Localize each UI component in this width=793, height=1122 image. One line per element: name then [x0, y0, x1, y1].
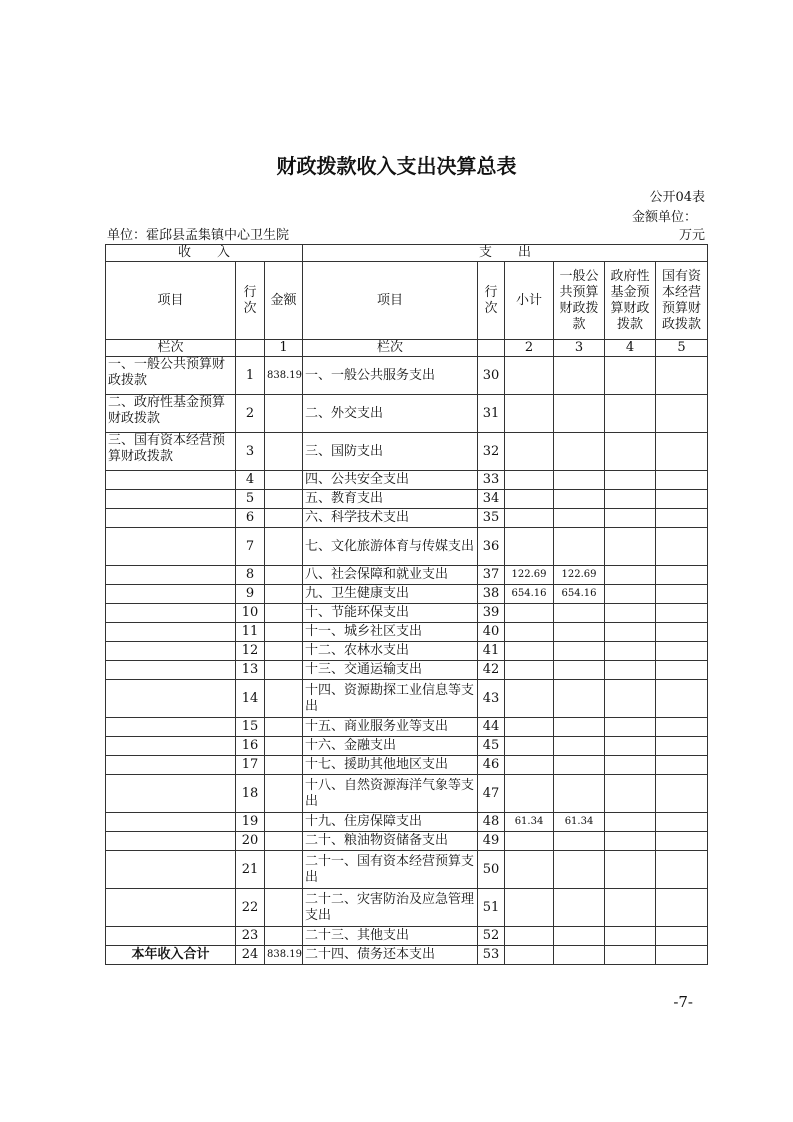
expense-item: 十六、金融支出 — [303, 737, 478, 756]
fund-budget-value — [605, 490, 656, 509]
state-capital-value — [656, 737, 708, 756]
budget-table — [105, 244, 708, 965]
general-budget-value: 61.34 — [554, 813, 605, 832]
expense-item: 二、外交支出 — [303, 395, 478, 433]
expense-row-no: 40 — [478, 623, 505, 642]
general-budget-value — [554, 661, 605, 680]
state-capital-value — [656, 357, 708, 395]
subtotal-value — [505, 737, 554, 756]
form-code: 公开04表 — [649, 190, 705, 205]
income-row-no: 21 — [236, 851, 265, 889]
col-number: 3 — [554, 340, 605, 357]
subtotal-value — [505, 623, 554, 642]
income-row-no: 10 — [236, 604, 265, 623]
general-budget-value — [554, 357, 605, 395]
state-capital-value — [656, 623, 708, 642]
state-capital-value — [656, 756, 708, 775]
expense-row-no-header: 行次 — [478, 262, 505, 340]
income-item — [106, 851, 236, 889]
table-row — [106, 851, 708, 889]
income-item — [106, 813, 236, 832]
subtotal-value: 122.69 — [505, 566, 554, 585]
income-amount — [265, 832, 303, 851]
fund-budget-value — [605, 832, 656, 851]
income-amount — [265, 585, 303, 604]
income-item — [106, 737, 236, 756]
subtotal-value — [505, 509, 554, 528]
subtotal-value — [505, 471, 554, 490]
expense-item: 十、节能环保支出 — [303, 604, 478, 623]
subtotal-value — [505, 718, 554, 737]
table-row — [106, 832, 708, 851]
income-item — [106, 756, 236, 775]
state-capital-value — [656, 433, 708, 471]
fund-budget-value — [605, 357, 656, 395]
subtotal-value — [505, 832, 554, 851]
fund-budget-value — [605, 851, 656, 889]
income-amount — [265, 604, 303, 623]
income-amount: 838.19 — [265, 946, 303, 965]
fund-budget-value — [605, 756, 656, 775]
fund-budget-value — [605, 889, 656, 927]
fund-budget-value — [605, 642, 656, 661]
expense-row-no: 39 — [478, 604, 505, 623]
subtotal-value — [505, 357, 554, 395]
income-item — [106, 680, 236, 718]
table-row — [106, 737, 708, 756]
expense-row-no: 44 — [478, 718, 505, 737]
state-capital-value — [656, 471, 708, 490]
state-capital-header: 国有资本经营预算财政拨款 — [656, 262, 708, 340]
col-number: 4 — [605, 340, 656, 357]
col-label: 栏次 — [303, 340, 478, 357]
income-item — [106, 566, 236, 585]
income-row-no-header: 行次 — [236, 262, 265, 340]
income-row-no: 13 — [236, 661, 265, 680]
expense-item: 十七、援助其他地区支出 — [303, 756, 478, 775]
fund-budget-value — [605, 661, 656, 680]
income-amount — [265, 509, 303, 528]
income-item — [106, 623, 236, 642]
expense-item: 二十二、灾害防治及应急管理支出 — [303, 889, 478, 927]
income-amount-header: 金额 — [265, 262, 303, 340]
income-row-no: 23 — [236, 927, 265, 946]
general-budget-value — [554, 851, 605, 889]
state-capital-value — [656, 832, 708, 851]
income-amount — [265, 927, 303, 946]
general-budget-value: 654.16 — [554, 585, 605, 604]
subtotal-value — [505, 433, 554, 471]
page-title: 财政拨款收入支出决算总表 — [276, 154, 517, 178]
general-budget-value — [554, 737, 605, 756]
col-number: 1 — [265, 340, 303, 357]
fund-budget-value — [605, 395, 656, 433]
income-row-no: 7 — [236, 528, 265, 566]
table-row — [106, 927, 708, 946]
expense-item: 九、卫生健康支出 — [303, 585, 478, 604]
state-capital-value — [656, 528, 708, 566]
income-row-no: 8 — [236, 566, 265, 585]
income-row-no: 2 — [236, 395, 265, 433]
income-amount — [265, 889, 303, 927]
fund-budget-value — [605, 623, 656, 642]
expense-item: 二十三、其他支出 — [303, 927, 478, 946]
income-amount — [265, 566, 303, 585]
table-row — [106, 490, 708, 509]
table-row — [106, 395, 708, 433]
expense-row-no: 51 — [478, 889, 505, 927]
income-item — [106, 927, 236, 946]
table-row — [106, 661, 708, 680]
expense-item: 五、教育支出 — [303, 490, 478, 509]
subtotal-header: 小计 — [505, 262, 554, 340]
table-row — [106, 433, 708, 471]
general-budget-value — [554, 832, 605, 851]
income-row-no: 4 — [236, 471, 265, 490]
income-item: 二、政府性基金预算财政拨款 — [106, 395, 236, 433]
general-budget-value — [554, 623, 605, 642]
state-capital-value — [656, 642, 708, 661]
income-amount — [265, 471, 303, 490]
table-row — [106, 946, 708, 965]
expense-item: 八、社会保障和就业支出 — [303, 566, 478, 585]
expense-row-no: 32 — [478, 433, 505, 471]
empty-cell — [236, 340, 265, 357]
state-capital-value — [656, 566, 708, 585]
state-capital-value — [656, 946, 708, 965]
subtotal-value — [505, 680, 554, 718]
income-item — [106, 604, 236, 623]
income-amount — [265, 642, 303, 661]
expense-row-no: 52 — [478, 927, 505, 946]
income-item — [106, 832, 236, 851]
income-item: 一、一般公共预算财政拨款 — [106, 357, 236, 395]
expense-row-no: 41 — [478, 642, 505, 661]
income-item — [106, 490, 236, 509]
expense-item: 二十一、国有资本经营预算支出 — [303, 851, 478, 889]
income-row-no: 24 — [236, 946, 265, 965]
income-item: 本年收入合计 — [106, 946, 236, 965]
income-item — [106, 509, 236, 528]
general-budget-value — [554, 471, 605, 490]
fund-budget-value — [605, 604, 656, 623]
subtotal-value — [505, 604, 554, 623]
table-row — [106, 509, 708, 528]
income-amount — [265, 756, 303, 775]
expense-item-header: 项目 — [303, 262, 478, 340]
expense-row-no: 31 — [478, 395, 505, 433]
state-capital-value — [656, 585, 708, 604]
subtotal-value — [505, 889, 554, 927]
income-row-no: 3 — [236, 433, 265, 471]
income-row-no: 6 — [236, 509, 265, 528]
expense-row-no: 34 — [478, 490, 505, 509]
income-row-no: 1 — [236, 357, 265, 395]
expense-item: 十三、交通运输支出 — [303, 661, 478, 680]
table-row — [106, 566, 708, 585]
expense-row-no: 43 — [478, 680, 505, 718]
table-row — [106, 813, 708, 832]
income-amount — [265, 490, 303, 509]
table-row — [106, 471, 708, 490]
fund-budget-value — [605, 946, 656, 965]
general-budget-header: 一般公共预算财政拨款 — [554, 262, 605, 340]
table-row — [106, 889, 708, 927]
expense-header: 支 出 — [303, 245, 708, 262]
subtotal-value — [505, 851, 554, 889]
income-header: 收 入 — [106, 245, 303, 262]
fund-budget-value — [605, 680, 656, 718]
general-budget-value — [554, 509, 605, 528]
income-row-no: 11 — [236, 623, 265, 642]
state-capital-value — [656, 490, 708, 509]
fund-budget-value — [605, 585, 656, 604]
fund-budget-value — [605, 813, 656, 832]
fund-budget-value — [605, 528, 656, 566]
income-amount — [265, 528, 303, 566]
income-row-no: 5 — [236, 490, 265, 509]
state-capital-value — [656, 889, 708, 927]
expense-row-no: 38 — [478, 585, 505, 604]
subtotal-value — [505, 927, 554, 946]
col-number: 2 — [505, 340, 554, 357]
table-row — [106, 718, 708, 737]
fund-budget-value — [605, 433, 656, 471]
general-budget-value — [554, 889, 605, 927]
state-capital-value — [656, 718, 708, 737]
expense-row-no: 30 — [478, 357, 505, 395]
state-capital-value — [656, 680, 708, 718]
unit-value: 万元 — [678, 228, 705, 243]
subtotal-value — [505, 756, 554, 775]
fund-budget-value — [605, 471, 656, 490]
income-row-no: 14 — [236, 680, 265, 718]
fund-budget-value — [605, 509, 656, 528]
col-number: 5 — [656, 340, 708, 357]
income-row-no: 18 — [236, 775, 265, 813]
income-item — [106, 889, 236, 927]
income-item — [106, 642, 236, 661]
col-label: 栏次 — [106, 340, 236, 357]
income-item — [106, 718, 236, 737]
income-amount — [265, 395, 303, 433]
state-capital-value — [656, 927, 708, 946]
income-item — [106, 471, 236, 490]
general-budget-value — [554, 433, 605, 471]
general-budget-value — [554, 718, 605, 737]
expense-row-no: 45 — [478, 737, 505, 756]
table-row — [106, 357, 708, 395]
expense-row-no: 42 — [478, 661, 505, 680]
subtotal-value — [505, 946, 554, 965]
fund-budget-value — [605, 927, 656, 946]
subtotal-value — [505, 395, 554, 433]
expense-row-no: 49 — [478, 832, 505, 851]
income-amount — [265, 718, 303, 737]
state-capital-value — [656, 813, 708, 832]
subtotal-value — [505, 490, 554, 509]
state-capital-value — [656, 851, 708, 889]
expense-item: 十二、农林水支出 — [303, 642, 478, 661]
state-capital-value — [656, 775, 708, 813]
general-budget-value — [554, 490, 605, 509]
income-row-no: 12 — [236, 642, 265, 661]
fund-budget-value — [605, 566, 656, 585]
expense-item: 三、国防支出 — [303, 433, 478, 471]
expense-item: 十五、商业服务业等支出 — [303, 718, 478, 737]
income-item — [106, 775, 236, 813]
expense-item: 二十、粮油物资储备支出 — [303, 832, 478, 851]
table-row — [106, 756, 708, 775]
state-capital-value — [656, 604, 708, 623]
general-budget-value — [554, 604, 605, 623]
table-row — [106, 775, 708, 813]
income-row-no: 9 — [236, 585, 265, 604]
fund-budget-value — [605, 737, 656, 756]
income-row-no: 15 — [236, 718, 265, 737]
income-amount — [265, 433, 303, 471]
income-item: 三、国有资本经营预算财政拨款 — [106, 433, 236, 471]
general-budget-value — [554, 395, 605, 433]
amount-unit-label: 金额单位： — [631, 210, 697, 225]
general-budget-value — [554, 927, 605, 946]
expense-item: 四、公共安全支出 — [303, 471, 478, 490]
income-amount — [265, 775, 303, 813]
expense-item: 十八、自然资源海洋气象等支出 — [303, 775, 478, 813]
income-row-no: 17 — [236, 756, 265, 775]
table-row — [106, 642, 708, 661]
state-capital-value — [656, 395, 708, 433]
fund-budget-header: 政府性基金预算财政拨款 — [605, 262, 656, 340]
expense-row-no: 37 — [478, 566, 505, 585]
income-row-no: 20 — [236, 832, 265, 851]
expense-item: 十一、城乡社区支出 — [303, 623, 478, 642]
subtotal-value — [505, 661, 554, 680]
empty-cell — [478, 340, 505, 357]
general-budget-value — [554, 946, 605, 965]
general-budget-value — [554, 756, 605, 775]
fund-budget-value — [605, 718, 656, 737]
expense-row-no: 35 — [478, 509, 505, 528]
table-row — [106, 604, 708, 623]
expense-item: 七、文化旅游体育与传媒支出 — [303, 528, 478, 566]
expense-row-no: 47 — [478, 775, 505, 813]
income-row-no: 19 — [236, 813, 265, 832]
income-amount — [265, 737, 303, 756]
general-budget-value — [554, 775, 605, 813]
table-row — [106, 585, 708, 604]
subtotal-value: 654.16 — [505, 585, 554, 604]
subtotal-value: 61.34 — [505, 813, 554, 832]
expense-row-no: 33 — [478, 471, 505, 490]
income-amount — [265, 813, 303, 832]
table-row — [106, 623, 708, 642]
general-budget-value — [554, 528, 605, 566]
expense-item: 二十四、债务还本支出 — [303, 946, 478, 965]
page-number: -7- — [673, 993, 693, 1011]
income-amount: 838.19 — [265, 357, 303, 395]
general-budget-value — [554, 642, 605, 661]
subtotal-value — [505, 775, 554, 813]
income-item — [106, 528, 236, 566]
state-capital-value — [656, 661, 708, 680]
table-row — [106, 680, 708, 718]
expense-item: 十九、住房保障支出 — [303, 813, 478, 832]
state-capital-value — [656, 509, 708, 528]
income-row-no: 22 — [236, 889, 265, 927]
general-budget-value — [554, 680, 605, 718]
income-amount — [265, 623, 303, 642]
general-budget-value: 122.69 — [554, 566, 605, 585]
expense-row-no: 53 — [478, 946, 505, 965]
expense-item: 六、科学技术支出 — [303, 509, 478, 528]
expense-row-no: 50 — [478, 851, 505, 889]
expense-row-no: 48 — [478, 813, 505, 832]
unit-label: 单位：霍邱县孟集镇中心卫生院 — [107, 228, 290, 243]
fund-budget-value — [605, 775, 656, 813]
income-row-no: 16 — [236, 737, 265, 756]
expense-row-no: 46 — [478, 756, 505, 775]
income-item-header: 项目 — [106, 262, 236, 340]
expense-item: 十四、资源勘探工业信息等支出 — [303, 680, 478, 718]
income-item — [106, 585, 236, 604]
income-amount — [265, 680, 303, 718]
subtotal-value — [505, 528, 554, 566]
expense-item: 一、一般公共服务支出 — [303, 357, 478, 395]
expense-row-no: 36 — [478, 528, 505, 566]
table-row — [106, 528, 708, 566]
income-amount — [265, 851, 303, 889]
subtotal-value — [505, 642, 554, 661]
income-item — [106, 661, 236, 680]
income-amount — [265, 661, 303, 680]
